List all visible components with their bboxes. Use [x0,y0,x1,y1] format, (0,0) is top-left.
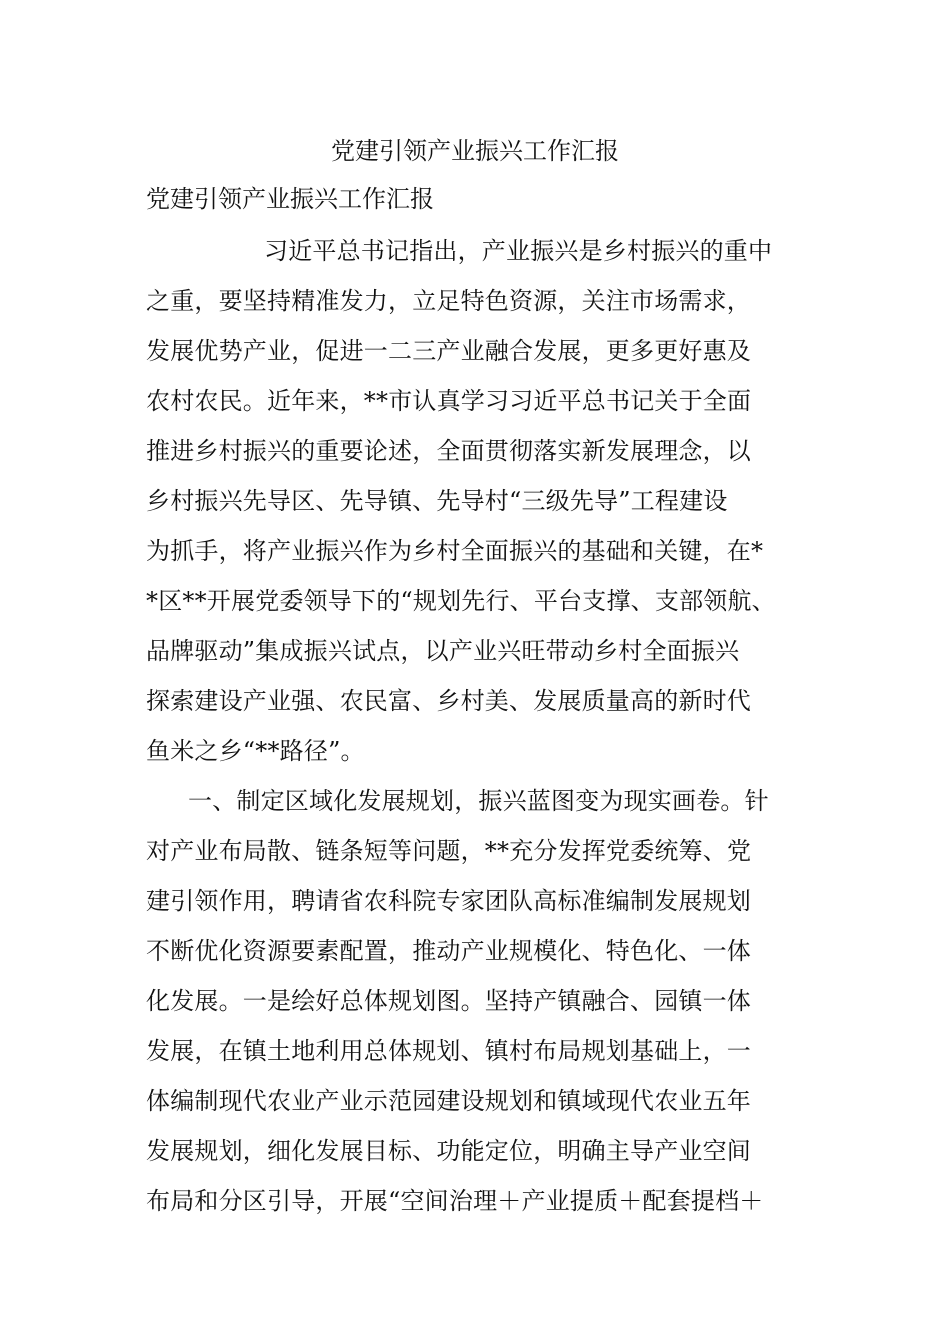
text-line: 不断优化资源要素配置，推动产业规模化、特色化、一体 [146,937,751,965]
text-line: *区**开展党委领导下的“规划先行、平台支撑、支部领航、 [146,587,776,615]
document-subtitle: 党建引领产业振兴工作汇报 [146,185,434,213]
document-title: 党建引领产业振兴工作汇报 [331,137,619,165]
text-line: 为抓手，将产业振兴作为乡村全面振兴的基础和关键，在* [146,537,764,565]
text-line: 乡村振兴先导区、先导镇、先导村“三级先导”工程建设 [146,487,728,515]
text-line: 发展优势产业，促进一二三产业融合发展，更多更好惠及 [146,337,751,365]
text-line: 品牌驱动”集成振兴试点，以产业兴旺带动乡村全面振兴 [146,637,740,665]
text-line: 化发展。一是绘好总体规划图。坚持产镇融合、园镇一体 [146,987,751,1015]
text-line: 建引领作用，聘请省农科院专家团队高标准编制发展规划 [146,887,751,915]
text-line: 探索建设产业强、农民富、乡村美、发展质量高的新时代 [146,687,751,715]
text-line: 对产业布局散、链条短等问题，**充分发挥党委统筹、党 [146,837,752,865]
text-line: 之重，要坚持精准发力，立足特色资源，关注市场需求， [146,287,751,315]
text-line: 习近平总书记指出，产业振兴是乡村振兴的重中 [264,237,773,265]
text-line: 体编制现代农业产业示范园建设规划和镇域现代农业五年 [146,1087,751,1115]
text-line: 推进乡村振兴的重要论述，全面贯彻落实新发展理念，以 [146,437,751,465]
text-line: 农村农民。近年来，**市认真学习习近平总书记关于全面 [146,387,752,415]
text-line: 发展，在镇土地利用总体规划、镇村布局规划基础上，一 [146,1037,751,1065]
section-heading-line: 一、制定区域化发展规划，振兴蓝图变为现实画卷。针 [188,787,769,815]
text-line: 布局和分区引导，开展“空间治理＋产业提质＋配套提档＋ [146,1187,764,1215]
text-line: 鱼米之乡“**路径”。 [146,737,365,765]
text-line: 发展规划，细化发展目标、功能定位，明确主导产业空间 [146,1137,751,1165]
